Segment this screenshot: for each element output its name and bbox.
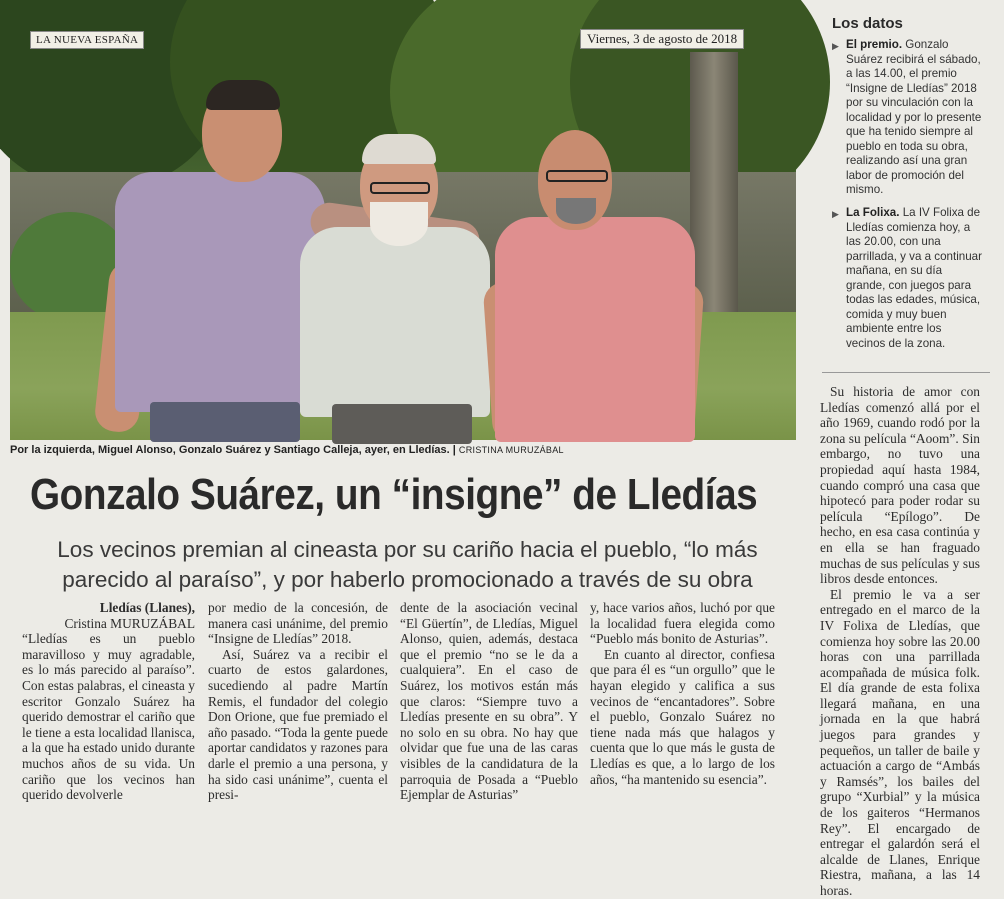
sidebar-item-text: Gonzalo Suárez recibirá el sábado, a las 14.00, el premio “Insigne de Lledías” 2018 por su vinculación con la localidad y por lo presente que ha tenido siempre al pueblo en toda su obra, realizando así una gran labor de promoción del mismo. xyxy=(846,38,982,196)
byline xyxy=(22,600,195,631)
paragraph: y, hace varios años, luchó por que la localidad fuera elegida como “Pueblo más bonito de Asturias”. xyxy=(590,600,775,647)
article-column-2 xyxy=(208,600,388,803)
byline-author: Cristina MURUZÁBAL xyxy=(64,615,195,631)
subheadline: Los vecinos premian al cineasta por su cariño hacia el pueblo, “lo más parecido al paraíso”, y por haberlo promocionado a través de su obra xyxy=(57,537,758,592)
paragraph: En cuanto al director, confiesa que para él es “un orgullo” que le hayan elegido y califica a sus vecinos de “encantadores”. Sobre el pueblo, Gonzalo Suárez no tiene nada más que halagos y cuenta que lo que más le gusta de Lledías es que, a lo largo de los años, “ha mantenido su esencia”. xyxy=(590,646,775,787)
sidebar-item-heading: La Folixa. xyxy=(846,206,900,219)
headline: Gonzalo Suárez, un “insigne” de Lledías xyxy=(30,470,758,519)
caption-text: Por la izquierda, Miguel Alonso, Gonzalo Suárez y Santiago Calleja, ayer, en Lledías. xyxy=(10,444,450,456)
triangle-bullet-icon: ▶ xyxy=(832,41,839,51)
triangle-bullet-icon: ▶ xyxy=(832,209,839,219)
paragraph: dente de la asociación vecinal “El Güertín”, de Lledías, Miguel Alonso, quien, además, destaca que el premio “no se le da a cualquiera”. En el caso de Suárez, los motivos están más que claros: “Siempre tuvo a Lledías presente en su obra”. Y no solo en su obra. No hay que olvidar que fue una de las caras visibles de la candidatura de la parroquia de Posada a “Pueblo Ejemplar de Asturias” xyxy=(400,600,578,803)
article-column-5 xyxy=(820,384,980,899)
newspaper-label: LA NUEVA ESPAÑA xyxy=(30,31,144,49)
article-column-1 xyxy=(22,600,195,803)
photo-caption xyxy=(10,444,796,456)
byline-location: Lledías (Llanes), xyxy=(99,600,195,615)
sidebar-item-folixa xyxy=(832,206,982,351)
sidebar-divider xyxy=(822,372,990,373)
article-column-3 xyxy=(400,600,578,803)
caption-separator: | xyxy=(452,444,456,456)
paragraph: Así, Suárez va a recibir el cuarto de estos galardones, sucediendo al padre Martín Remis, el fundador del colegio Don Orione, que fue premiado el año pasado. “Toda la gente puede aportar candidatos y razones para darle el premio a una persona, y ha sido casi unánime”, cuenta el presi- xyxy=(208,646,388,803)
date-label: Viernes, 3 de agosto de 2018 xyxy=(580,29,744,49)
sidebar-item-text: La IV Folixa de Lledías comienza hoy, a las 20.00, con una parrillada, y va a continuar mañana, en su día grande, con juegos para todas las edades, música, comida y muy buen ambiente entre los vecinos de la zona. xyxy=(846,206,982,350)
photo-credit: CRISTINA MURUZÁBAL xyxy=(458,445,564,455)
paragraph: “Lledías es un pueblo maravilloso y muy agradable, es lo más parecido al paraíso”. Con estas palabras, el cineasta y escritor Gonzalo Suárez ha querido demostrar el cariño que le tiene a esta localidad llanisca, a la que ha estado unido durante muchos años de su vida. Un cariño que los vecinos han querido devolverle xyxy=(22,631,195,803)
paragraph: Su historia de amor con Lledías comenzó allá por el año 1969, cuando rodó por la zona su película “Aoom”. Sin embargo, no tuvo una propiedad aquí hasta 1984, cuando compró una casa que hipotecó para poder rodar su película “Epílogo”. De hecho, en esa casa continúa y en ella se han fraguado muchas de sus películas y sus libros desde entonces. xyxy=(820,384,980,587)
sidebar-title: Los datos xyxy=(832,15,903,32)
sidebar-item-heading: El premio. xyxy=(846,38,903,51)
paragraph: El premio le va a ser entregado en el marco de la IV Folixa de Lledías, que comienza hoy sobre las 20.00 horas con una parrillada acompañada de música folk. El día grande de esta folixa llegará mañana, en una jornada en la que habrá juegos para grandes y pequeños, un taller de baile y actuación a cargo de “Ambás y Ramsés”, los bailes del grupo “Xurbial” y la música de los gaiteros “Hermanos Rey”. El encargado de entregar el galardón será el alcalde de Llanes, Enrique Riestra, mañana, a las 14 horas. xyxy=(820,586,980,898)
sidebar-item-premio xyxy=(832,38,982,198)
article-column-4 xyxy=(590,600,775,790)
news-photo xyxy=(10,12,796,440)
paragraph: por medio de la concesión, de manera casi unánime, del premio “Insigne de Lledías” 2018. xyxy=(208,600,388,647)
